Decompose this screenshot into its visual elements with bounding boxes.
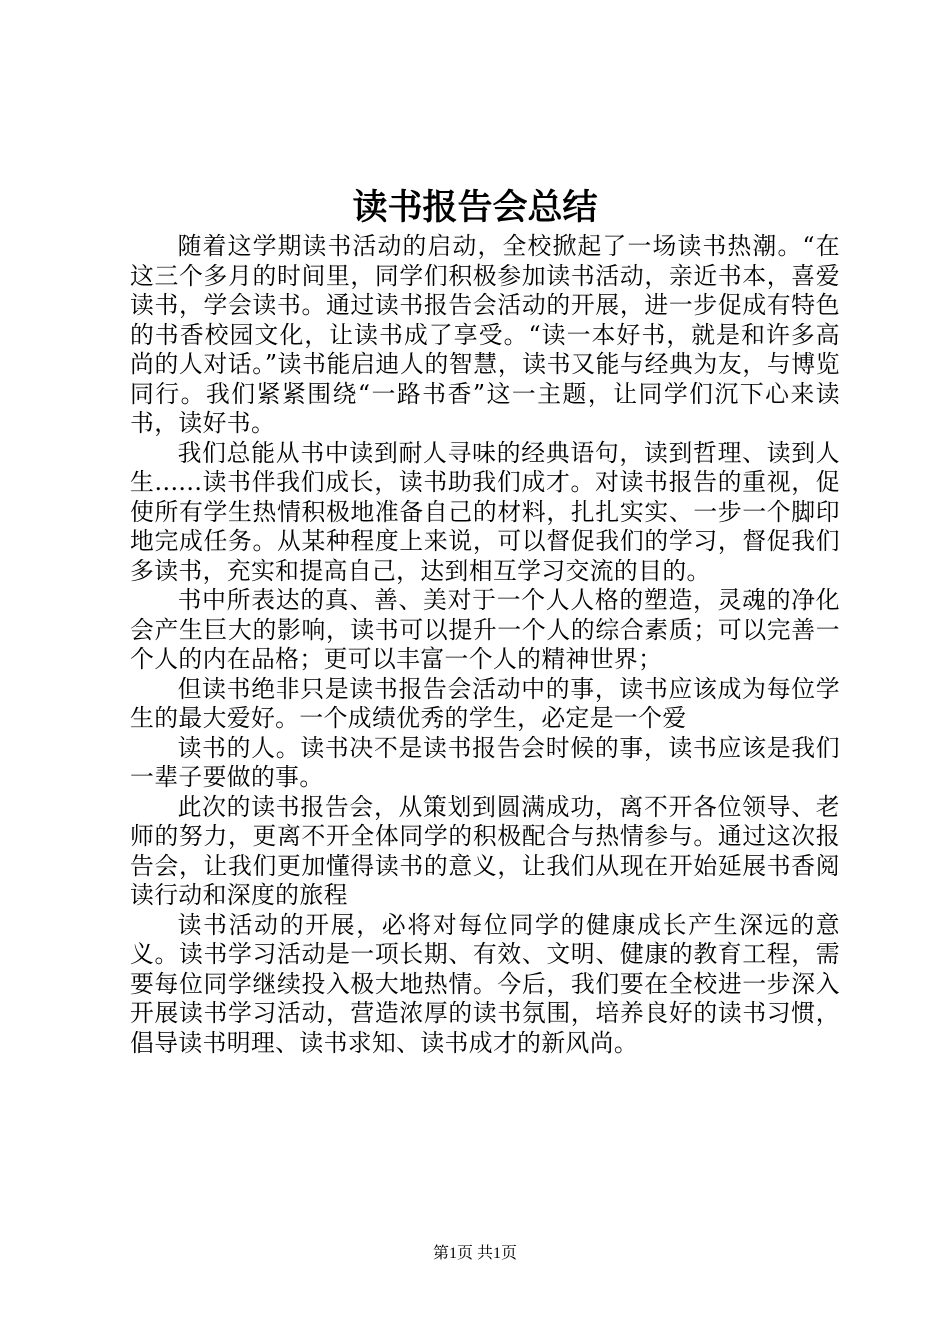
paragraph-2: 我们总能从书中读到耐人寻味的经典语句，读到哲理、读到人生......读书伴我们成长，读书助我们成才。对读书报告的重视，促使所有学生热情积极地准备自己的材料，扎扎实实、一步一个脚印地完成任务。从某种程度上来说，可以督促我们的学习，督促我们多读书，充实和提高自己，达到相互学习交流的目的。 [130, 438, 840, 585]
paragraph-5: 读书的人。读书决不是读书报告会时候的事，读书应该是我们一辈子要做的事。 [130, 733, 840, 791]
paragraph-7: 读书活动的开展，必将对每位同学的健康成长产生深远的意义。读书学习活动是一项长期、有效、文明、健康的教育工程，需要每位同学继续投入极大地热情。今后，我们要在全校进一步深入开展读书学习活动，营造浓厚的读书氛围，培养良好的读书习惯，倡导读书明理、读书求知、读书成才的新风尚。 [130, 910, 840, 1057]
paragraph-1: 随着这学期读书活动的启动，全校掀起了一场读书热潮。“在这三个多月的时间里，同学们积极参加读书活动，亲近书本，喜爱读书，学会读书。通过读书报告会活动的开展，进一步促成有特色的书香校园文化，让读书成了享受。“读一本好书，就是和许多高尚的人对话。”读书能启迪人的智慧，读书又能与经典为友，与博览同行。我们紧紧围绕“一路书香”这一主题，让同学们沉下心来读书，读好书。 [130, 232, 840, 437]
paragraph-3: 书中所表达的真、善、美对于一个人人格的塑造，灵魂的净化会产生巨大的影响，读书可以提升一个人的综合素质；可以完善一个人的内在品格；更可以丰富一个人的精神世界； [130, 586, 840, 673]
page-number-footer: 第1页 共1页 [432, 1245, 517, 1262]
document-body [130, 232, 840, 1058]
paragraph-4: 但读书绝非只是读书报告会活动中的事，读书应该成为每位学生的最大爱好。一个成绩优秀的学生，必定是一个爱 [130, 674, 840, 732]
document-title: 读书报告会总结 [352, 187, 598, 228]
paragraph-6: 此次的读书报告会，从策划到圆满成功，离不开各位领导、老师的努力，更离不开全体同学的积极配合与热情参与。通过这次报告会，让我们更加懂得读书的意义，让我们从现在开始延展书香阅读行动和深度的旅程 [130, 792, 840, 909]
